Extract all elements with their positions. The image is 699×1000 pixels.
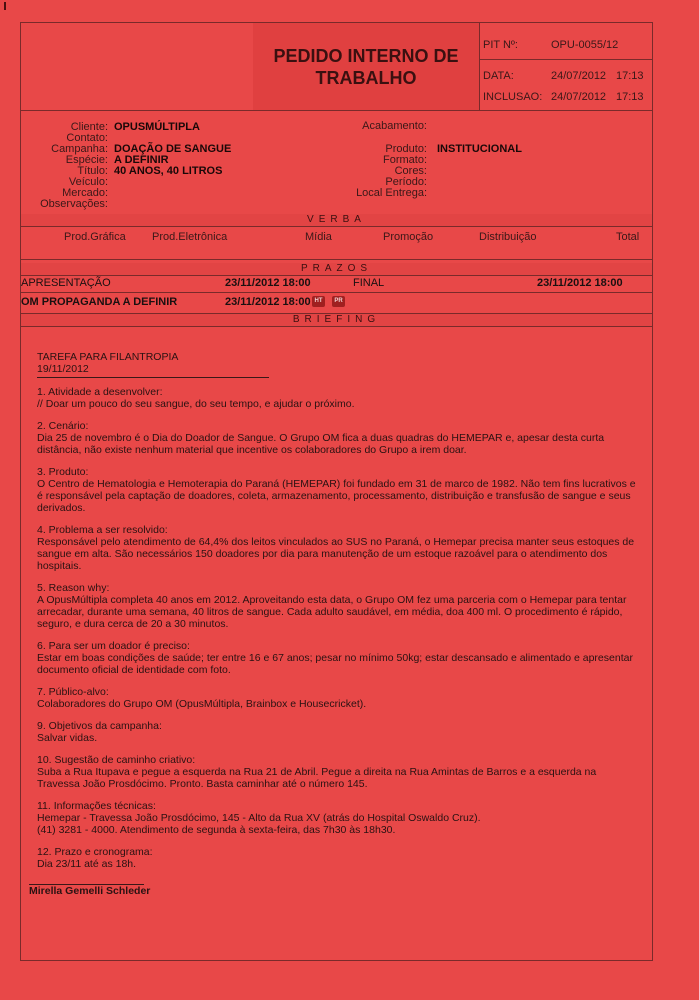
verba-section-title: VERBA [21, 214, 652, 227]
item-11-body-phone: (41) 3281 - 4000. Atendimento de segunda à sexta-feira, das 7h30 às 18h30. [37, 824, 396, 836]
verba-col-midia: Mídia [305, 231, 332, 243]
item-2-title: 2. Cenário: [37, 420, 89, 432]
item-6-body: Estar em boas condições de saúde; ter entre 16 e 67 anos; pesar no mínimo 50kg; estar descansado e alimentado e apresentar documento oficial de identidade com foto. [37, 652, 633, 676]
page-mark [4, 2, 6, 10]
briefing-intro-date: 19/11/2012 [37, 363, 89, 375]
briefing-item-2 [37, 420, 637, 456]
pit-value: OPU-0055/12 [551, 39, 619, 51]
header-blank-cell [21, 23, 254, 110]
apresentacao-label: APRESENTAÇÃO [21, 277, 111, 289]
final-label: FINAL [353, 277, 385, 289]
item-5-title: 5. Reason why: [37, 582, 110, 594]
briefing-item-12 [37, 846, 637, 870]
pit-label: PIT Nº: [483, 39, 518, 51]
cores-label: Cores: [394, 165, 427, 177]
briefing-divider [37, 377, 269, 378]
pr-badge-icon[interactable]: PR [332, 296, 345, 307]
final-date: 23/11/2012 18:00 [537, 277, 623, 289]
briefing-item-9 [37, 720, 637, 744]
verba-col-prod-eletronica: Prod.Eletrônica [152, 231, 228, 243]
verba-col-total: Total [616, 231, 640, 243]
briefing-item-7 [37, 686, 637, 710]
item-11-title: 11. Informações técnicas: [37, 800, 156, 812]
header [21, 23, 652, 111]
periodo-label: Período: [385, 176, 427, 188]
inclusao-label: INCLUSAO: [483, 91, 543, 103]
work-order-sheet [20, 22, 653, 961]
page-title: PEDIDO INTERNO DE TRABALHO [253, 23, 480, 110]
campanha-value: DOAÇÃO DE SANGUE [114, 143, 232, 155]
inclusao-time: 17:13 [616, 91, 644, 103]
item-10-title: 10. Sugestão de caminho criativo: [37, 754, 196, 766]
formato-label: Formato: [382, 154, 427, 166]
verba-col-prod-grafica: Prod.Gráfica [64, 231, 126, 243]
verba-col-distribuicao: Distribuição [479, 231, 537, 243]
produto-label: Produto: [385, 143, 427, 155]
briefing-item-5 [37, 582, 637, 630]
ht-badge-icon[interactable]: HT [312, 296, 325, 307]
especie-label: Espécie: [65, 154, 108, 166]
item-1-title: 1. Atividade a desenvolver: [37, 386, 163, 398]
item-12-title: 12. Prazo e cronograma: [37, 846, 153, 858]
verba-columns [21, 226, 652, 260]
briefing-intro-title: TAREFA PARA FILANTROPIA [37, 351, 179, 363]
item-5-body: A OpusMúltipla completa 40 anos em 2012. Aproveitando esta data, o Grupo OM fez uma parceria com o Hemepar para tentar arrecadar, durante uma semana, 40 litros de sangue. Cada adulto saudável, em média, doa 400 ml. O procedimento é rápido, seguro, e dura cerca de 20 a 30 minutos. [37, 594, 627, 630]
cliente-value: OPUSMÚLTIPLA [114, 121, 200, 133]
local-entrega-label: Local Entrega: [356, 187, 427, 199]
item-7-body: Colaboradores do Grupo OM (OpusMúltipla, Brainbox e Housecricket). [37, 698, 367, 710]
om-date: 23/11/2012 18:00 [225, 296, 311, 308]
item-11-body-address: Hemepar - Travessa João Prosdócimo, 145 - Alto da Rua XV (atrás do Hospital Oswaldo Cruz). [37, 812, 481, 824]
item-3-body: O Centro de Hematologia e Hemoterapia do Paraná (HEMEPAR) foi fundado em 31 de marco de 1982. Não tem fins lucrativos e é responsável pela captação de doadores, coleta, armazenamento, processamento, distribuição e transfusão de sangue e seus derivados. [37, 478, 636, 514]
prazos-section-title: PRAZOS [21, 263, 652, 276]
acabamento-row [321, 120, 427, 132]
om-label: OM PROPAGANDA A DEFINIR [21, 296, 178, 308]
item-4-body: Responsável pelo atendimento de 64,4% dos leitos vinculados ao SUS no Paraná, o Hemepar precisa manter seus estoques de sangue em alta. São necessários 150 doadores por dia para manutenção de um estoque razoável para o atendimento dos hospitais. [37, 536, 635, 572]
item-9-title: 9. Objetivos da campanha: [37, 720, 162, 732]
item-9-body: Salvar vidas. [37, 732, 98, 744]
titulo-value: 40 ANOS, 40 LITROS [114, 165, 223, 177]
inclusao-date: 24/07/2012 [551, 91, 607, 103]
local-entrega-row [321, 187, 427, 199]
item-4-title: 4. Problema a ser resolvido: [37, 524, 168, 536]
item-12-body: Dia 23/11 até as 18h. [37, 858, 137, 870]
observacoes-label: Observações: [40, 198, 108, 210]
produto-value: INSTITUCIONAL [437, 143, 522, 155]
veiculo-label: Veículo: [68, 176, 108, 188]
briefing-item-6 [37, 640, 637, 676]
especie-value: A DEFINIR [114, 154, 169, 166]
prazo-apresentacao-row [21, 274, 652, 293]
titulo-label: Título: [77, 165, 108, 177]
data-time: 17:13 [616, 70, 644, 82]
prazo-om-row [21, 293, 652, 311]
item-6-title: 6. Para ser um doador é preciso: [37, 640, 190, 652]
mercado-label: Mercado: [62, 187, 108, 199]
job-info [21, 110, 652, 215]
verba-col-promocao: Promoção [383, 231, 434, 243]
briefing-body [29, 351, 637, 897]
briefing-item-4 [37, 524, 637, 572]
item-2-body: Dia 25 de novembro é o Dia do Doador de Sangue. O Grupo OM fica a duas quadras do HEMEPAR e, apesar desta curta distância, não existe nenhum material que incentive os colaboradores do Grupo a irem doar. [37, 432, 605, 456]
item-1-body: // Doar um pouco do seu sangue, do seu tempo, e ajudar o próximo. [37, 398, 355, 410]
briefing-item-10 [37, 754, 637, 790]
apresentacao-date: 23/11/2012 18:00 [225, 277, 311, 289]
item-7-title: 7. Público-alvo: [37, 686, 109, 698]
header-meta [479, 23, 652, 110]
briefing-item-3 [37, 466, 637, 514]
cliente-label: Cliente: [70, 121, 108, 133]
campanha-label: Campanha: [51, 143, 108, 155]
contato-label: Contato: [66, 132, 108, 144]
acabamento-label: Acabamento: [362, 120, 427, 132]
item-3-title: 3. Produto: [37, 466, 89, 478]
briefing-item-11 [37, 800, 637, 836]
data-label: DATA: [483, 70, 514, 82]
data-date: 24/07/2012 [551, 70, 607, 82]
item-10-body: Suba a Rua Itupava e pegue a esquerda na Rua 21 de Abril. Pegue a direita na Rua Amintas de Barros e a esquerda na Travessa João Prosdócimo. Pronto. Basta caminhar até o número 145. [37, 766, 597, 790]
observacoes-row [21, 198, 108, 210]
header-divider [479, 59, 652, 60]
briefing-item-1 [37, 386, 637, 410]
briefing-section-title: BRIEFING [21, 313, 652, 327]
signature-name: Mirella Gemelli Schleder [29, 885, 151, 897]
